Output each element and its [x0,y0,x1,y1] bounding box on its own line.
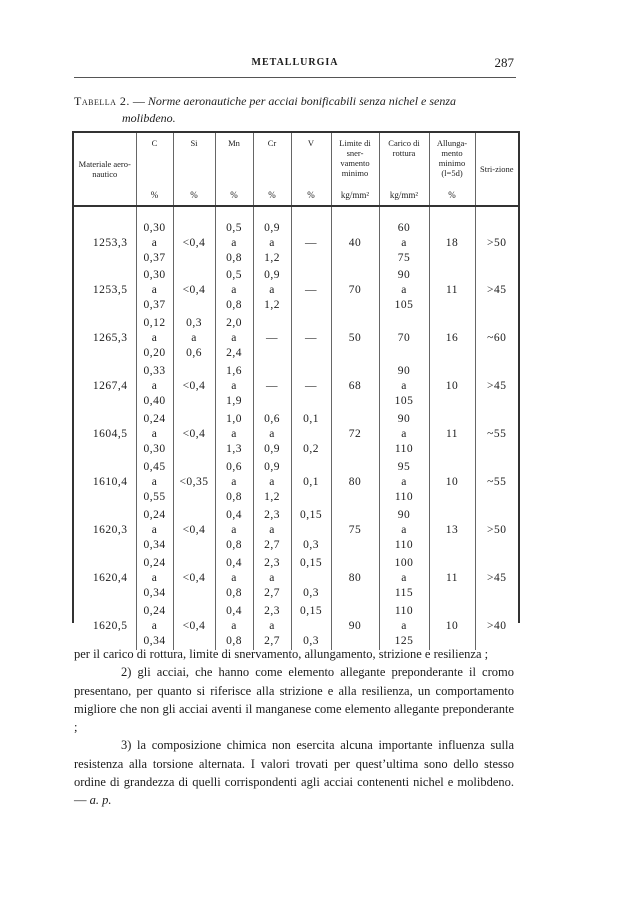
cell-strizione: ~60 [487,331,507,344]
cell-value: — [305,331,317,344]
cell-si [173,266,215,314]
cell-carico [379,362,429,410]
cell-value: 0,9 [264,268,280,281]
cell-value: — [305,237,317,249]
cell-carico [379,602,429,650]
cell-value: a [269,427,275,440]
column-header [74,132,136,206]
cell-value: 125 [394,634,414,647]
cell-value: 2,3 [264,556,280,569]
cell-value [292,523,331,538]
cell-cr [253,554,291,602]
cell-allungamento: 10 [429,602,475,650]
cell-v [291,506,331,554]
cell-value: 0,3 [303,538,319,551]
cell-value: a [401,283,407,296]
cell-mn [215,506,253,554]
cell-value: <0,35 [179,475,209,488]
cell-value: 0,24 [143,412,166,425]
cell-materiale: 1620,3 [74,506,136,554]
norms-table-frame [72,131,520,647]
cell-value: 0,34 [143,634,166,647]
cell-c [136,362,173,410]
cell-value: a [151,331,158,344]
cell-value: a [269,475,275,488]
cell-cr [253,314,291,362]
cell-si [173,314,215,362]
cell-value: a [151,475,158,488]
page-header [74,55,516,78]
cell-si [173,362,215,410]
cell-strizione: >45 [487,571,507,584]
cell-cr [253,362,291,410]
cell-allungamento: 10 [429,458,475,506]
cell-c [136,314,173,362]
cell-allungamento: 11 [429,410,475,458]
cell-value: 105 [394,394,414,407]
body-text [74,645,514,810]
cell-mn [215,602,253,650]
cell-value: 0,8 [226,252,242,264]
column-header-unit: kg/mm² [340,190,370,200]
column-header-label: Carico di rottura [388,138,420,158]
cell-si [173,410,215,458]
cell-value: 75 [397,252,411,264]
cell-value: 0,8 [226,586,242,599]
cell-value: a [231,331,237,344]
cell-value: 1,9 [226,394,242,407]
cell-value: 0,9 [264,222,280,234]
cell-limite: 40 [331,206,379,266]
cell-value: <0,4 [182,237,206,249]
cell-value: 0,1 [303,475,319,488]
cell-si [173,506,215,554]
cell-value: 1,2 [264,252,280,264]
running-title: METALLURGIA [251,57,339,68]
cell-c [136,266,173,314]
column-header-unit: % [150,190,159,200]
cell-value: 1,2 [264,490,280,503]
cell-value: 0,8 [226,538,242,551]
cell-value: — [305,283,317,296]
cell-materiale: 1604,5 [74,410,136,458]
cell-strizione: >40 [487,619,507,632]
cell-value: a [151,283,158,296]
cell-value: a [269,283,275,296]
column-header [215,132,253,206]
cell-value [292,619,331,634]
cell-value: a [191,331,197,344]
column-header-label: Limite di sner-vamento minimo [339,138,371,178]
column-header-unit: % [448,190,456,200]
cell-v [291,458,331,506]
cell-cr [253,266,291,314]
cell-value: 2,7 [264,538,280,551]
cell-v [291,314,331,362]
cell-value: 0,24 [143,604,166,617]
cell-value: 0,3 [186,316,202,329]
cell-mn [215,458,253,506]
cell-carico [379,506,429,554]
column-header-label: V [307,138,315,148]
cell-value [292,427,331,442]
column-header [291,132,331,206]
cell-value: a [151,237,158,249]
column-header-unit: % [307,190,315,200]
cell-value: a [269,571,275,584]
cell-c [136,410,173,458]
caption-text: Norme aeronautiche per acciai bonificabili senza nichel e senza [147,94,457,108]
cell-value: 0,37 [143,298,166,311]
cell-value: a [401,237,407,249]
cell-value [292,571,331,586]
column-header-unit: % [230,190,238,200]
cell-value: 0,34 [143,538,166,551]
cell-value: a [231,571,237,584]
column-header-label: Materiale aero-nautico [78,159,131,179]
cell-limite: 75 [331,506,379,554]
cell-v [291,410,331,458]
cell-value: 0,6 [186,346,202,359]
cell-value: 0,3 [303,586,319,599]
cell-v [291,206,331,266]
column-header [253,132,291,206]
cell-value: a [401,379,407,392]
cell-value: 0,15 [299,604,323,617]
cell-strizione: >45 [487,379,507,392]
cell-limite: 80 [331,458,379,506]
cell-value: 90 [397,508,411,521]
cell-value: a [401,475,407,488]
cell-c [136,602,173,650]
paragraph-1: per il carico di rottura, limite di snervamento, allungamento, strizione e resilienza ; [74,647,489,661]
cell-value: 0,20 [143,346,166,359]
cell-value: <0,4 [182,523,206,536]
cell-allungamento: 11 [429,266,475,314]
cell-si [173,554,215,602]
cell-value: 0,1 [303,412,319,425]
cell-value: 0,4 [226,556,242,569]
cell-materiale: 1267,4 [74,362,136,410]
table-row [74,362,518,410]
author-citation: a. p. [89,793,112,808]
cell-mn [215,314,253,362]
cell-value: <0,4 [182,571,206,584]
cell-value: 90 [397,364,411,377]
cell-v [291,554,331,602]
cell-value: 0,15 [299,556,323,569]
table-body [74,206,518,650]
cell-limite: 80 [331,554,379,602]
cell-v [291,362,331,410]
column-header [136,132,173,206]
column-header-label: Mn [228,138,240,148]
cell-value: a [401,427,407,440]
cell-value: a [151,427,158,440]
cell-carico [379,410,429,458]
table-row [74,506,518,554]
column-header [331,132,379,206]
cell-value: 0,30 [143,442,166,455]
cell-value: 0,8 [226,490,242,503]
cell-value: 0,2 [303,442,319,455]
cell-value: — [305,379,317,392]
cell-value: 1,0 [226,412,242,425]
cell-value: 1,2 [264,298,280,311]
cell-cr [253,458,291,506]
cell-mn [215,206,253,266]
cell-c [136,206,173,266]
table-row [74,206,518,266]
cell-strizione: ~55 [487,475,507,488]
cell-value: a [231,427,237,440]
caption-text-line2: molibdeno. [122,111,176,125]
cell-limite: 68 [331,362,379,410]
cell-value: 0,45 [143,460,166,473]
cell-allungamento: 18 [429,206,475,266]
cell-strizione: >45 [487,283,507,296]
cell-allungamento: 11 [429,554,475,602]
cell-limite: 72 [331,410,379,458]
cell-value: 0,40 [143,394,166,407]
cell-value: 110 [394,490,414,503]
cell-materiale: 1253,3 [74,206,136,266]
cell-value: a [151,379,158,392]
cell-value: a [151,571,158,584]
cell-value: 110 [394,604,414,617]
cell-limite: 50 [331,314,379,362]
cell-value: 90 [397,412,411,425]
cell-value: 0,37 [143,252,166,264]
cell-value: 100 [394,556,414,569]
cell-value: 1,6 [226,364,242,377]
cell-allungamento: 10 [429,362,475,410]
table-row [74,410,518,458]
column-header-label: Allunga-mento minimo (l=5d) [436,138,468,178]
paragraph-3 [74,736,514,809]
cell-value: 115 [394,586,414,599]
cell-value: a [231,475,237,488]
cell-materiale: 1620,4 [74,554,136,602]
cell-cr [253,410,291,458]
column-header [475,132,518,206]
cell-value: 0,4 [226,604,242,617]
cell-value: 110 [394,442,414,455]
cell-carico [379,458,429,506]
caption-dash: — [132,94,145,108]
cell-carico [379,314,429,362]
cell-value: a [269,237,275,249]
cell-value: 2,7 [264,586,280,599]
cell-value: 0,8 [226,298,242,311]
cell-strizione: >50 [487,237,507,249]
cell-c [136,458,173,506]
column-header-unit: % [268,190,276,200]
cell-carico [379,266,429,314]
column-header-unit: % [190,190,198,200]
cell-mn [215,362,253,410]
cell-si [173,206,215,266]
cell-value: <0,4 [182,619,206,632]
cell-value: 2,3 [264,604,280,617]
cell-value: 0,24 [143,508,166,521]
cell-v [291,266,331,314]
table-row [74,602,518,650]
column-header [429,132,475,206]
cell-value: a [231,379,237,392]
cell-value: a [269,523,275,536]
column-header [379,132,429,206]
cell-value: 0,9 [264,460,280,473]
cell-value: 0,5 [226,268,242,281]
column-header-label: C [151,138,158,148]
cell-limite: 70 [331,266,379,314]
cell-materiale: 1265,3 [74,314,136,362]
table-row [74,458,518,506]
page-number: 287 [494,55,514,70]
cell-cr [253,602,291,650]
cell-carico [379,206,429,266]
cell-value: 0,3 [303,634,319,647]
caption-label: Tabella 2. [74,94,130,108]
cell-value: 2,4 [226,346,242,359]
cell-si [173,458,215,506]
table-row [74,314,518,362]
cell-value: 0,6 [264,412,280,425]
cell-strizione: ~55 [487,427,507,440]
cell-value: 0,8 [226,634,242,647]
cell-value: a [231,523,237,536]
cell-value: 0,9 [264,442,280,455]
cell-value: a [151,619,158,632]
paragraph-3-text: 3) la composizione chimica non esercita alcuna importante influenza sulla resistenza alla torsione alternata. I valori trovati per quest’ultima sono dello stesso ordine di grandezza di quelli corrispondenti agli acciai contenenti nichel e molibdeno. — [74,738,514,808]
cell-value: a [231,237,237,249]
column-header-label: Si [190,138,198,148]
table-header-row [74,132,518,206]
cell-value: 0,30 [143,222,166,234]
cell-value: — [266,331,278,344]
cell-value: a [231,283,237,296]
table-row [74,554,518,602]
cell-value: 1,3 [226,442,242,455]
norms-table [74,131,518,650]
cell-value: 2,0 [226,316,242,329]
cell-v [291,602,331,650]
cell-mn [215,554,253,602]
cell-value: 60 [397,222,411,234]
cell-si [173,602,215,650]
cell-allungamento: 13 [429,506,475,554]
cell-value: 0,12 [143,316,166,329]
cell-value: 90 [397,268,411,281]
cell-mn [215,266,253,314]
paragraph-2: 2) gli acciai, che hanno come elemento allegante preponderante il cromo presentano, per quanto si riferisce alla strizione e alla resilienza, un comportamento migliore che non gli acciai aventi il manganese come elemento allegante preponderante ; [74,665,514,735]
cell-value: <0,4 [182,427,206,440]
table-row [74,266,518,314]
cell-value: <0,4 [182,283,206,296]
column-header-label: Cr [267,138,277,148]
cell-strizione: >50 [487,523,507,536]
cell-value: 105 [394,298,414,311]
table-caption [74,93,514,127]
cell-value: 2,7 [264,634,280,647]
cell-value: 0,24 [143,556,166,569]
cell-value: 0,4 [226,508,242,521]
column-header-label: Stri-zione [479,164,514,174]
cell-materiale: 1620,5 [74,602,136,650]
cell-value: 0,5 [226,222,242,234]
cell-limite: 90 [331,602,379,650]
cell-value: — [266,379,278,392]
cell-c [136,506,173,554]
cell-value: <0,4 [182,379,206,392]
cell-value: a [401,571,407,584]
cell-mn [215,410,253,458]
cell-value: 95 [397,460,411,473]
cell-value: 0,55 [143,490,166,503]
cell-value: a [401,523,407,536]
cell-c [136,554,173,602]
cell-value: a [231,619,237,632]
cell-cr [253,506,291,554]
cell-value: 0,33 [143,364,166,377]
cell-carico [379,554,429,602]
cell-value: 0,30 [143,268,166,281]
cell-value: 110 [394,538,414,551]
cell-value: a [269,619,275,632]
cell-value: 70 [397,331,411,344]
cell-cr [253,206,291,266]
cell-value: 0,6 [226,460,242,473]
cell-materiale: 1253,5 [74,266,136,314]
cell-materiale: 1610,4 [74,458,136,506]
cell-value: 0,34 [143,586,166,599]
cell-allungamento: 16 [429,314,475,362]
cell-value: 2,3 [264,508,280,521]
column-header [173,132,215,206]
cell-value: a [151,523,158,536]
cell-value: a [401,619,407,632]
column-header-unit: kg/mm² [389,190,419,200]
cell-value: 0,15 [299,508,323,521]
